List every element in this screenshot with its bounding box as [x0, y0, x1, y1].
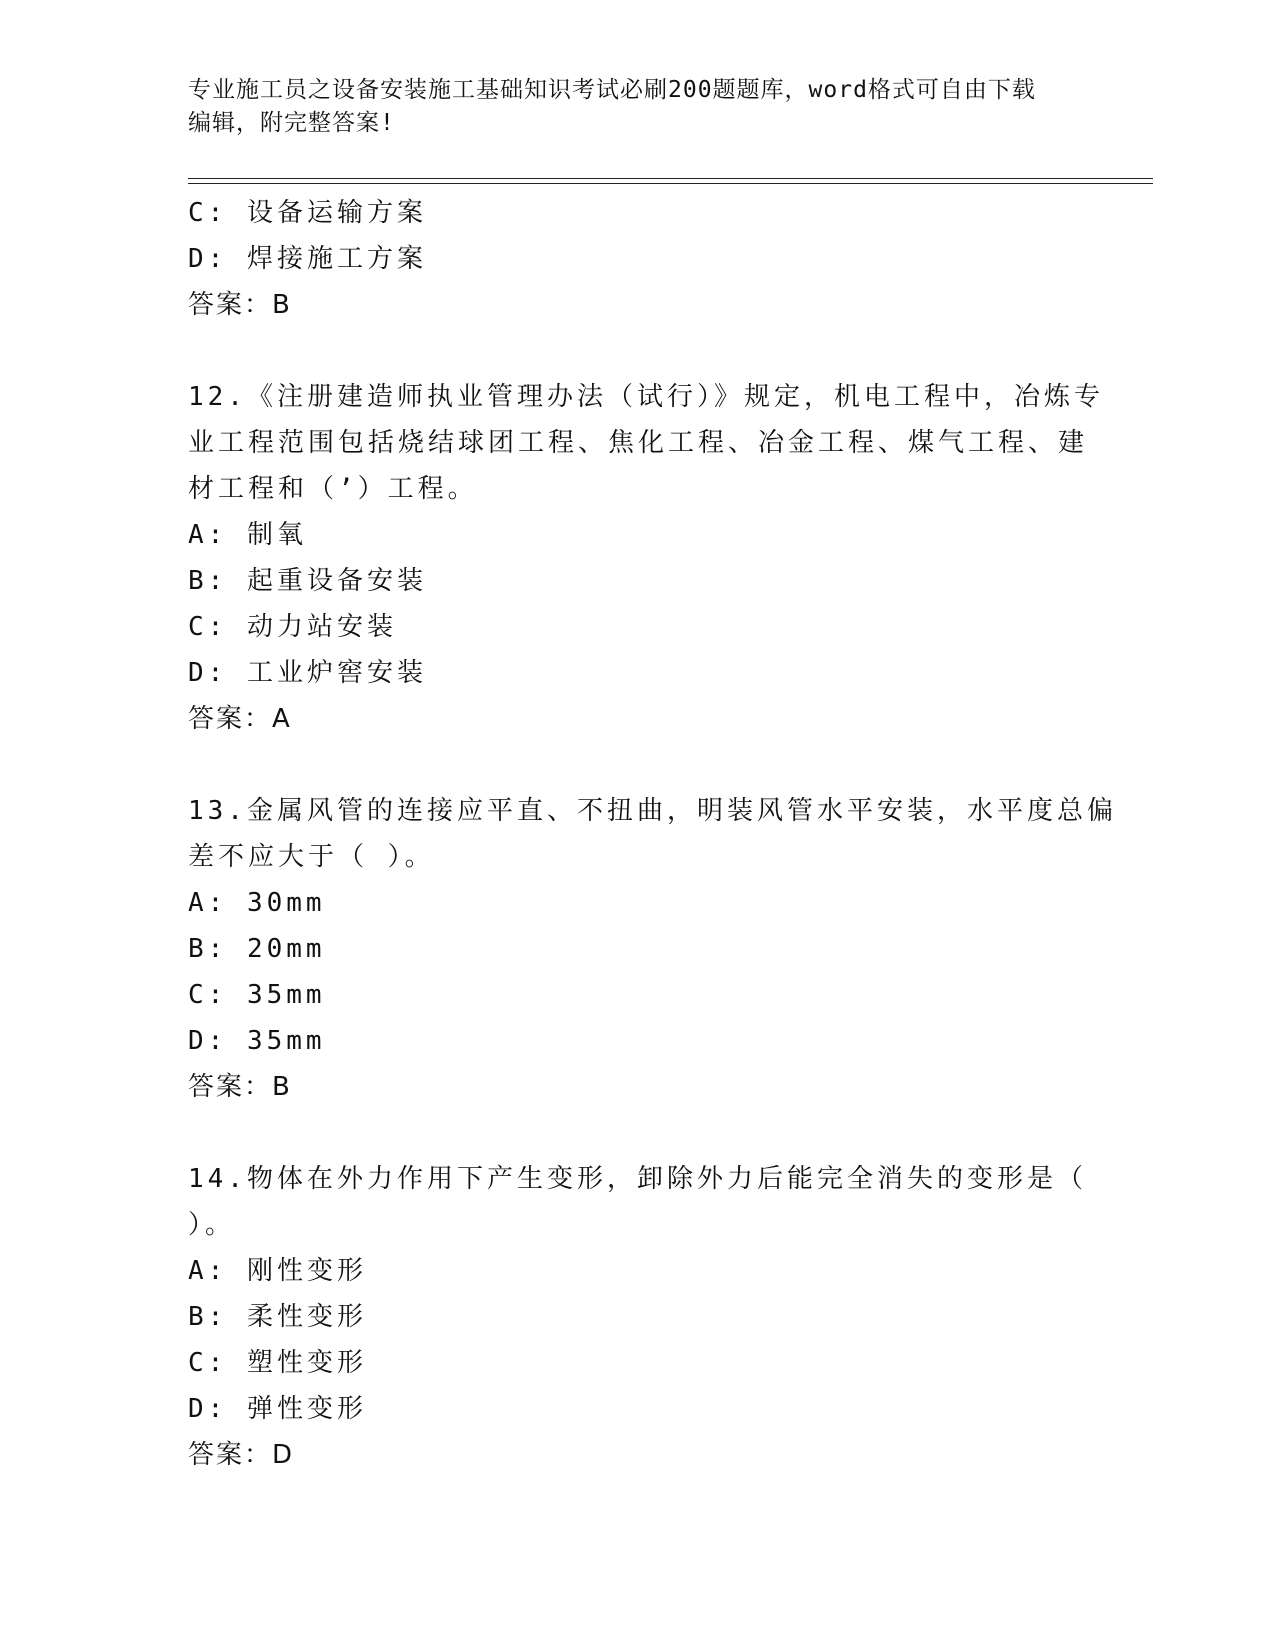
option-a: A: 制氧 [188, 520, 307, 550]
option-b: B: 起重设备安装 [188, 566, 427, 596]
header-divider-top [188, 178, 1153, 179]
option-b: B: 柔性变形 [188, 1302, 367, 1332]
spacer [188, 1110, 1088, 1156]
option-b: B: 20mm [188, 934, 326, 964]
header-line-1: 专业施工员之设备安装施工基础知识考试必刷200题题库，word格式可自由下载 [188, 77, 1036, 103]
question-text-line: 差不应大于（ ）。 [188, 842, 435, 872]
option-c: C: 设备运输方案 [188, 198, 427, 228]
option-a: A: 刚性变形 [188, 1256, 367, 1286]
answer-line: 答案：A [188, 704, 292, 734]
question-text-line: 13.金属风管的连接应平直、不扭曲，明装风管水平安装，水平度总偏 [188, 796, 1117, 826]
answer-line: 答案：D [188, 1440, 295, 1470]
header-line-2: 编辑，附完整答案! [188, 110, 395, 136]
spacer [188, 328, 1088, 374]
question-14 [188, 1156, 1088, 1478]
question-text-line: 业工程范围包括烧结球团工程、焦化工程、冶金工程、煤气工程、建 [188, 428, 1089, 458]
option-a: A: 30mm [188, 888, 326, 918]
question-text-line: 材工程和（’）工程。 [188, 474, 478, 504]
question-text-line: 12.《注册建造师执业管理办法（试行）》规定，机电工程中，冶炼专 [188, 382, 1104, 412]
option-c: C: 塑性变形 [188, 1348, 367, 1378]
spacer [188, 742, 1088, 788]
option-c: C: 35mm [188, 980, 326, 1010]
option-c: C: 动力站安装 [188, 612, 397, 642]
document-header [188, 74, 1088, 140]
option-d: D: 工业炉窖安装 [188, 658, 427, 688]
question-text-line: 14.物体在外力作用下产生变形，卸除外力后能完全消失的变形是（ [188, 1164, 1087, 1194]
option-d: D: 35mm [188, 1026, 326, 1056]
header-divider-bottom [188, 183, 1153, 184]
question-12 [188, 374, 1104, 742]
question-13 [188, 788, 1117, 1110]
question-text-line: ）。 [188, 1210, 236, 1240]
answer-line: 答案：B [188, 290, 292, 320]
option-d: D: 焊接施工方案 [188, 244, 427, 274]
answer-line: 答案：B [188, 1072, 292, 1102]
option-d: D: 弹性变形 [188, 1394, 367, 1424]
previous-question-tail [188, 190, 1088, 328]
document-body [188, 190, 1117, 1478]
